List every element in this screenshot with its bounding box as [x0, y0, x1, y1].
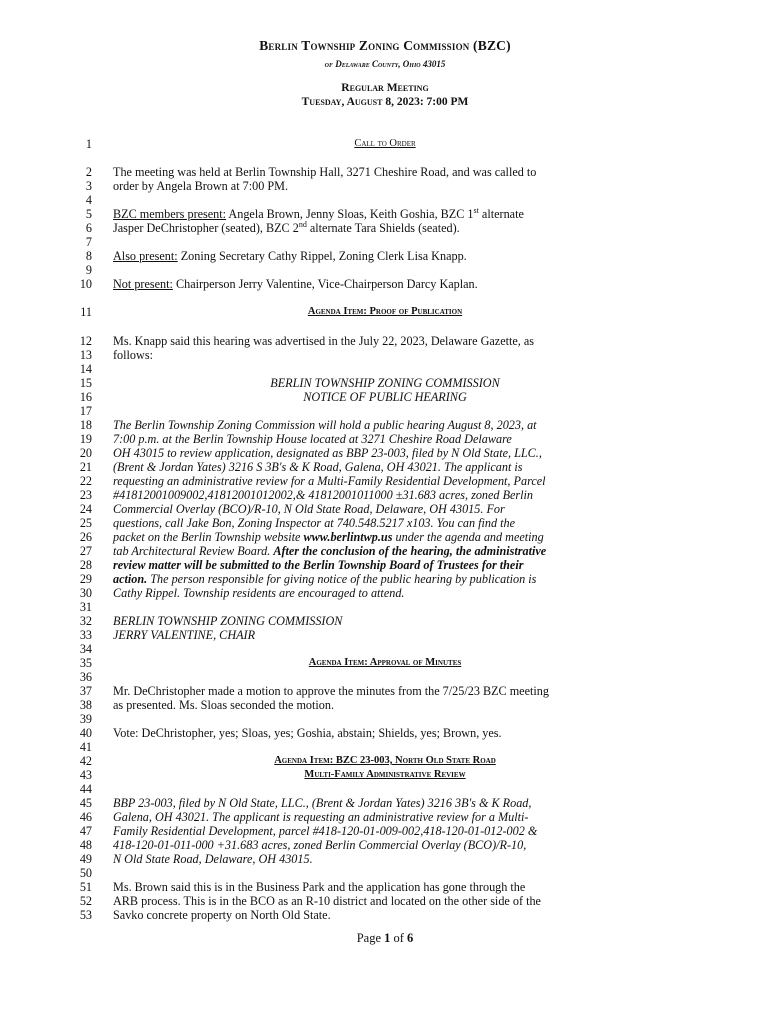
- line-number: 53: [79, 908, 92, 922]
- line-number: 10: [79, 277, 92, 291]
- line-number: 36: [79, 670, 92, 684]
- line-number: 22: [79, 474, 92, 488]
- line-number: 37: [79, 684, 92, 698]
- meeting-datetime: Tuesday, August 8, 2023: 7:00 PM: [301, 96, 469, 108]
- notice-text: tab Architectural Review Board.: [113, 544, 274, 558]
- line-number: 45: [79, 796, 92, 810]
- line-number: 8: [85, 249, 92, 263]
- body-line: [113, 249, 467, 263]
- notice-signature: JERRY VALENTINE, CHAIR: [113, 628, 256, 642]
- body-line: as presented. Ms. Sloas seconded the motion.: [113, 698, 335, 712]
- document-title: Berlin Township Zoning Commission (BZC): [259, 38, 511, 53]
- line-number: 51: [79, 880, 92, 894]
- page-number: 1: [384, 931, 391, 945]
- notice-text: The person responsible for giving notice of the public hearing by publication is: [147, 572, 537, 586]
- application-line: BBP 23-003, filed by N Old State, LLC., (Brent & Jordan Yates) 3216 3B's & K Road,: [113, 796, 532, 810]
- line-number: 35: [79, 656, 92, 670]
- line-number: 18: [79, 418, 92, 432]
- body-line: Ms. Brown said this is in the Business Park and the application has gone through the: [113, 880, 526, 894]
- line-number: 5: [85, 207, 92, 221]
- line-number: 23: [79, 488, 92, 502]
- page-of-label: of: [390, 931, 408, 945]
- notice-heading: BERLIN TOWNSHIP ZONING COMMISSION: [270, 376, 500, 390]
- line-number: 44: [79, 782, 92, 796]
- notice-line: Commercial Overlay (BCO)/R-10, N Old State Road, Delaware, OH 43015. For: [113, 502, 505, 516]
- line-number: 25: [79, 516, 92, 530]
- section-heading-multi-family-review: Multi-Family Administrative Review: [304, 769, 466, 780]
- section-heading-call-to-order: Call to Order: [354, 138, 416, 149]
- notice-line: OH 43015 to review application, designated as BBP 23-003, filed by N Old State, LLC.,: [113, 446, 542, 460]
- line-number: 28: [79, 558, 92, 572]
- line-number: 13: [79, 348, 92, 362]
- body-line: [113, 207, 524, 221]
- body-line: [113, 277, 478, 291]
- notice-line: [113, 544, 546, 558]
- notice-line: [113, 530, 544, 544]
- line-number: 48: [79, 838, 92, 852]
- meeting-type: Regular Meeting: [341, 82, 429, 94]
- application-line: Galena, OH 43021. The applicant is requesting an administrative review for a Multi-: [113, 810, 529, 824]
- notice-line: #41812001009002,41812001012002,& 41812001011000 ±31.683 acres, zoned Berlin: [113, 488, 534, 502]
- application-line: N Old State Road, Delaware, OH 43015.: [113, 852, 313, 866]
- line-number: 39: [79, 712, 92, 726]
- notice-line: [113, 572, 536, 586]
- notice-text: packet on the Berlin Township website: [113, 530, 304, 544]
- application-line: Family Residential Development, parcel #418-120-01-009-002,418-120-01-012-002 &: [113, 824, 538, 838]
- members-present-label: BZC members present:: [113, 207, 227, 221]
- section-heading-bzc-23-003: Agenda Item: BZC 23-003, North Old State Road: [274, 755, 496, 766]
- body-line: Savko concrete property on North Old State.: [113, 908, 331, 922]
- line-number: 27: [79, 544, 92, 558]
- body-line: [113, 221, 460, 235]
- notice-text: under the agenda and meeting: [392, 530, 544, 544]
- line-number: 9: [85, 263, 92, 277]
- line-number: 52: [79, 894, 92, 908]
- line-number: 47: [79, 824, 92, 838]
- line-number: 43: [79, 768, 92, 782]
- website-link[interactable]: www.berlintwp.us: [303, 530, 393, 544]
- line-number: 20: [79, 446, 92, 460]
- notice-line: questions, call Jake Bon, Zoning Inspector at 740.548.5217 x103. You can find the: [113, 516, 516, 530]
- line-number: 29: [79, 572, 92, 586]
- notice-line: review matter will be submitted to the Berlin Township Board of Trustees for their: [113, 558, 524, 572]
- line-number: 1: [85, 137, 92, 151]
- notice-line: 7:00 p.m. at the Berlin Township House located at 3271 Cheshire Road Delaware: [113, 432, 512, 446]
- document-subtitle: of Delaware County, Ohio 43015: [324, 59, 446, 69]
- line-number: 4: [85, 193, 92, 207]
- line-number: 32: [79, 614, 92, 628]
- line-number: 14: [79, 362, 92, 376]
- line-number: 3: [85, 179, 92, 193]
- body-line: The meeting was held at Berlin Township Hall, 3271 Cheshire Road, and was called to: [113, 165, 537, 179]
- line-number: 33: [79, 628, 92, 642]
- notice-line: Cathy Rippel. Township residents are encouraged to attend.: [113, 586, 405, 600]
- notice-text-bold: action.: [113, 572, 148, 586]
- notice-text-bold: After the conclusion of the hearing, the administrative: [273, 544, 547, 558]
- line-number: 16: [79, 390, 92, 404]
- body-text: alternate Tara Shields (seated).: [306, 221, 460, 235]
- line-number: 34: [79, 642, 92, 656]
- line-number: 7: [85, 235, 92, 249]
- superscript: nd: [298, 219, 307, 229]
- not-present-label: Not present:: [113, 277, 173, 291]
- body-text: alternate: [478, 207, 524, 221]
- line-number: 24: [79, 502, 92, 516]
- line-number: 46: [79, 810, 92, 824]
- body-line: Ms. Knapp said this hearing was advertised in the July 22, 2023, Delaware Gazette, as: [113, 334, 535, 348]
- line-number: 26: [79, 530, 92, 544]
- line-number: 30: [79, 586, 92, 600]
- body-text: Chairperson Jerry Valentine, Vice-Chairperson Darcy Kaplan.: [172, 277, 478, 291]
- line-number: 21: [79, 460, 92, 474]
- line-number: 41: [79, 740, 92, 754]
- section-heading-proof-of-publication: Agenda Item: Proof of Publication: [307, 306, 463, 317]
- body-text: Zoning Secretary Cathy Rippel, Zoning Clerk Lisa Knapp.: [177, 249, 467, 263]
- members-present-text: Angela Brown, Jenny Sloas, Keith Goshia, BZC 1: [226, 207, 474, 221]
- notice-line: (Brent & Jordan Yates) 3216 S 3B's & K Road, Galena, OH 43021. The applicant is: [113, 460, 523, 474]
- page-label: Page: [356, 931, 385, 945]
- notice-line: The Berlin Township Zoning Commission will hold a public hearing August 8, 2023, at: [113, 418, 537, 432]
- line-number: 6: [85, 221, 92, 235]
- line-number: 42: [79, 754, 92, 768]
- body-line: Mr. DeChristopher made a motion to approve the minutes from the 7/25/23 BZC meeting: [113, 684, 549, 698]
- superscript: st: [473, 205, 479, 215]
- line-number: 2: [85, 165, 92, 179]
- line-number: 11: [80, 305, 92, 319]
- page-total: 6: [407, 931, 414, 945]
- vote-line: Vote: DeChristopher, yes; Sloas, yes; Goshia, abstain; Shields, yes; Brown, yes.: [113, 726, 502, 740]
- body-line: order by Angela Brown at 7:00 PM.: [113, 179, 289, 193]
- line-number: 40: [79, 726, 92, 740]
- line-number: 38: [79, 698, 92, 712]
- application-line: 418-120-01-011-000 +31.683 acres, zoned Berlin Commercial Overlay (BCO)/R-10,: [113, 838, 527, 852]
- line-number: 49: [79, 852, 92, 866]
- body-text: Jasper DeChristopher (seated), BZC 2: [113, 221, 299, 235]
- section-heading-approval-of-minutes: Agenda Item: Approval of Minutes: [308, 657, 462, 668]
- line-number: 12: [79, 334, 92, 348]
- body-line: follows:: [113, 348, 153, 362]
- line-number: 17: [79, 404, 92, 418]
- line-number: 15: [79, 376, 92, 390]
- page-footer: [0, 931, 770, 946]
- notice-line: requesting an administrative review for a Multi-Family Residential Development, Parcel: [113, 474, 546, 488]
- line-number: 31: [79, 600, 92, 614]
- notice-subheading: NOTICE OF PUBLIC HEARING: [303, 390, 467, 404]
- notice-signature: BERLIN TOWNSHIP ZONING COMMISSION: [113, 614, 343, 628]
- also-present-label: Also present:: [113, 249, 178, 263]
- line-number: 19: [79, 432, 92, 446]
- line-number: 50: [79, 866, 92, 880]
- body-line: ARB process. This is in the BCO as an R-10 district and located on the other side of the: [113, 894, 541, 908]
